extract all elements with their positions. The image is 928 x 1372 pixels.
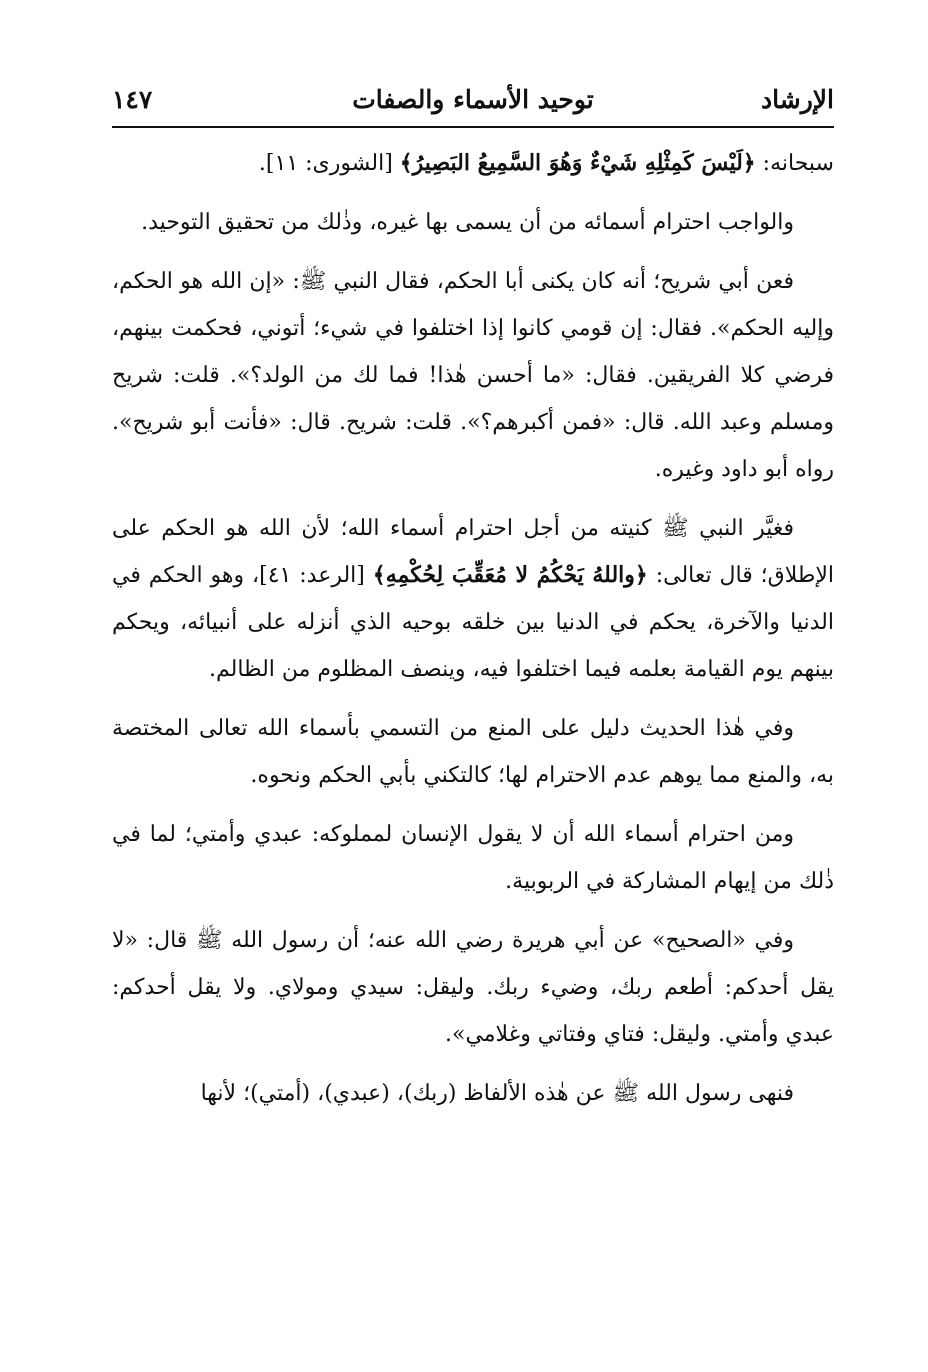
header-chapter-title: توحيد الأسماء والصفات	[352, 85, 594, 114]
quran-verse: ﴿لَيْسَ كَمِثْلِهِ شَيْءٌ وَهُوَ السَّمِيعُ البَصِيرُ﴾	[399, 150, 756, 176]
text-run: فعن أبي شريح؛ أنه كان يكنى أبا الحكم، فقال النبي ﷺ: «إن الله هو الحكم، وإليه الحكم». فقال: إن قومي كانوا إذا اختلفوا في شيء؛ أتوني، فحكمت بينهم، فرضي كلا الفريقين. فقال: «ما أحسن هٰذا! فما لك من الولد؟». قلت: شريح ومسلم وعبد الله. قال: «فمن أكبرهم؟». قلت: شريح. قال: «فأنت أبو شريح». رواه أبو داود وغيره.	[112, 269, 834, 482]
running-header	[112, 82, 834, 122]
header-section-name: الإرشاد	[761, 85, 834, 114]
text-run: وفي «الصحيح» عن أبي هريرة رضي الله عنه؛ أن رسول الله ﷺ قال: «لا يقل أحدكم: أطعم ربك، وضيء ربك. وليقل: سيدي ومولاي. ولا يقل أحدكم: عبدي وأمتي. وليقل: فتاي وفتاتي وغلامي».	[112, 928, 834, 1047]
text-run: ومن احترام أسماء الله أن لا يقول الإنسان لمملوكه: عبدي وأمتي؛ لما في ذٰلك من إيهام المشاركة في الربوبية.	[112, 822, 834, 894]
body-text	[112, 140, 834, 1117]
paragraph	[112, 505, 834, 693]
paragraph	[112, 705, 834, 799]
header-rule	[112, 126, 834, 128]
text-run: فنهى رسول الله ﷺ عن هٰذه الألفاظ (ربك)، (عبدي)، (أمتي)؛ لأنها	[200, 1081, 794, 1106]
text-run: [الشورى: ١١].	[258, 151, 400, 176]
text-run: [الرعد: ٤١]، وهو الحكم في الدنيا والآخرة، يحكم في الدنيا بين خلقه بوحيه الذي أنزله على أنبيائه، ويحكم بينهم يوم القيامة بعلمه فيما اختلفوا فيه، وينصف المظلوم من الظالم.	[112, 563, 834, 682]
text-run: والواجب احترام أسمائه من أن يسمى بها غيره، وذٰلك من تحقيق التوحيد.	[141, 210, 794, 235]
paragraph	[112, 1070, 834, 1117]
paragraph	[112, 811, 834, 905]
paragraph	[112, 140, 834, 187]
text-run: سبحانه:	[755, 151, 834, 176]
paragraph	[112, 258, 834, 493]
page-number: ١٤٧	[112, 85, 153, 114]
text-run: فغيَّر النبي ﷺ كنيته من أجل احترام أسماء الله؛ لأن الله هو الحكم على الإطلاق؛ قال تعالى:	[112, 516, 834, 588]
text-run: وفي هٰذا الحديث دليل على المنع من التسمي بأسماء الله تعالى المختصة به، والمنع مما يوهم عدم الاحترام لها؛ كالتكني بأبي الحكم ونحوه.	[112, 716, 834, 788]
paragraph	[112, 917, 834, 1058]
paragraph	[112, 199, 834, 246]
quran-verse: ﴿واللهُ يَحْكُمُ لا مُعَقِّبَ لِحُكْمِهِ﴾	[372, 562, 648, 588]
